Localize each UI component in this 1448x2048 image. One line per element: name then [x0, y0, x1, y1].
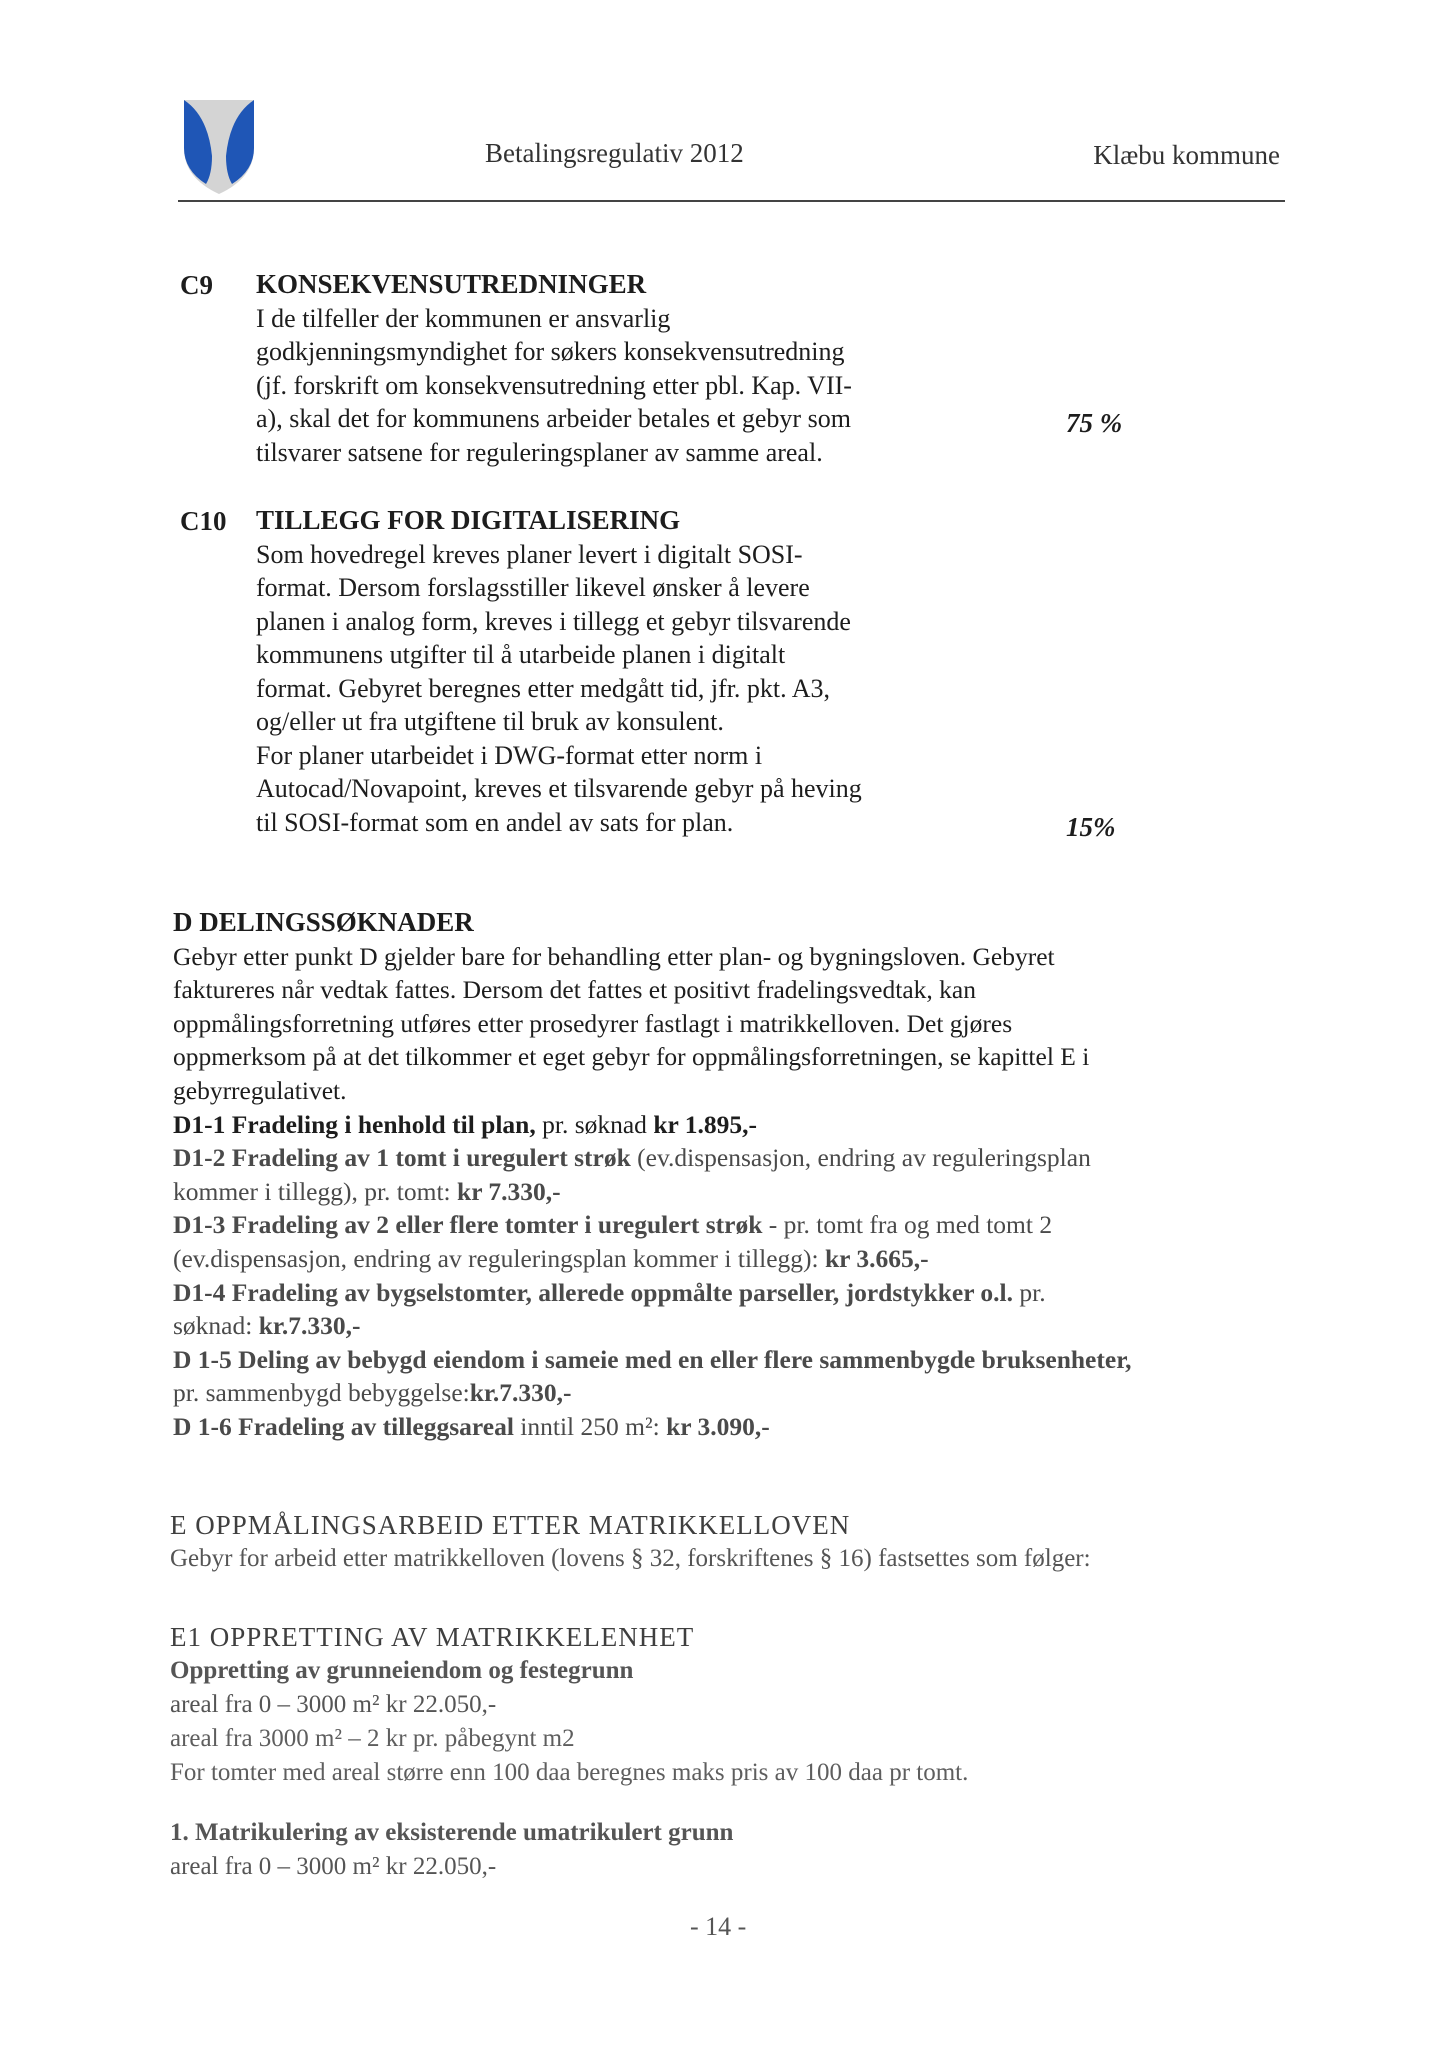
- item-title: D1-2 Fradeling av 1 tomt i uregulert strøk: [173, 1143, 631, 1173]
- item-price: kr.7.330,-: [258, 1311, 361, 1341]
- section-e1-1: [170, 1816, 1310, 1884]
- item-d1-5: [173, 1343, 1293, 1410]
- item-d1-2: [173, 1141, 1293, 1208]
- c10-line: format. Dersom forslagsstiller likevel ønsker å levere: [256, 573, 810, 602]
- item-title: D 1-6 Fradeling av tilleggsareal: [173, 1411, 514, 1441]
- section-d: [173, 906, 1293, 1444]
- item-title: D 1-5 Deling av bebygd eiendom i sameie med en eller flere sammenbygde bruksenheter,: [173, 1344, 1132, 1374]
- item-text: (ev.dispensasjon, endring av reguleringsplan: [630, 1143, 1091, 1173]
- c10-line: planen i analog form, kreves i tillegg et gebyr tilsvarende: [256, 606, 851, 636]
- e1-line: For tomter med areal større enn 100 daa beregnes maks pris av 100 daa pr tomt.: [170, 1759, 969, 1786]
- item-price: kr 1.895,-: [653, 1109, 757, 1139]
- item-text: pr. søknad: [535, 1109, 654, 1139]
- section-heading-e1: E1 OPPRETTING AV MATRIKKELENHET: [170, 1622, 695, 1652]
- item-d1-3: [173, 1208, 1293, 1275]
- c9-line: I de tilfeller der kommunen er ansvarlig: [256, 303, 671, 333]
- c9-line: a), skal det for kommunens arbeider betales et gebyr som: [256, 404, 851, 433]
- c10-line: Som hovedregel kreves planer levert i digitalt SOSI-: [256, 539, 803, 569]
- item-title: D1-1 Fradeling i henhold til plan,: [173, 1109, 536, 1139]
- item-text: inntil 250 m²:: [513, 1411, 667, 1441]
- d-intro-line: oppmerksom på at det tilkommer et eget gebyr for oppmålingsforretningen, se kapittel E i: [173, 1042, 1090, 1072]
- section-c9: [256, 268, 1006, 469]
- e1-subheading: Oppretting av grunneiendom og festegrunn: [170, 1657, 634, 1684]
- item-d1-6: [173, 1410, 1293, 1444]
- section-code-c9: C9: [180, 270, 213, 300]
- e1-line: areal fra 0 – 3000 m² kr 22.050,-: [170, 1691, 497, 1718]
- d-intro-line: faktureres når vedtak fattes. Dersom det fattes et positivt fradelingsvedtak, kan: [173, 975, 976, 1005]
- section-e: [170, 1508, 1310, 1576]
- section-heading-c10: TILLEGG FOR DIGITALISERING: [256, 505, 681, 535]
- section-c10: [256, 504, 1006, 839]
- d-intro-line: oppmålingsforretning utføres etter prosedyrer fastlagt i matrikkelloven. Det gjøres: [173, 1008, 1013, 1038]
- section-heading-e: E OPPMÅLINGSARBEID ETTER MATRIKKELLOVEN: [170, 1510, 851, 1540]
- item-text: kommer i tillegg), pr. tomt:: [173, 1176, 458, 1206]
- c10-line: For planer utarbeidet i DWG-format etter norm i: [256, 740, 763, 770]
- item-d1-1: [173, 1108, 1293, 1142]
- c10-line: Autocad/Novapoint, kreves et tilsvarende gebyr på heving: [256, 774, 862, 803]
- d-intro-line: Gebyr etter punkt D gjelder bare for behandling etter plan- og bygningsloven. Gebyret: [173, 941, 1055, 971]
- header-divider: [178, 200, 1285, 202]
- item-price: kr 3.090,-: [666, 1411, 770, 1441]
- page-number: - 14 -: [690, 1912, 747, 1941]
- c9-line: tilsvarer satsene for reguleringsplaner av samme areal.: [256, 437, 823, 467]
- rate-c10: 15%: [1066, 812, 1116, 842]
- coat-of-arms-icon: [178, 96, 260, 196]
- item-price: kr 7.330,-: [457, 1176, 561, 1206]
- c10-line: format. Gebyret beregnes etter medgått tid, jfr. pkt. A3,: [256, 673, 830, 703]
- e1-line: areal fra 3000 m² – 2 kr pr. påbegynt m2: [170, 1725, 575, 1752]
- item-text: (ev.dispensasjon, endring av reguleringsplan kommer i tillegg):: [173, 1243, 825, 1273]
- item-text: - pr. tomt fra og med tomt 2: [762, 1210, 1053, 1240]
- item-text: pr.: [1013, 1277, 1046, 1307]
- rate-c9: 75 %: [1066, 408, 1123, 438]
- e1-1-heading: 1. Matrikulering av eksisterende umatrikulert grunn: [170, 1819, 734, 1846]
- c10-line: til SOSI-format som en andel av sats for plan.: [256, 807, 734, 837]
- section-e1: [170, 1620, 1310, 1790]
- d-intro-line: gebyrregulativet.: [173, 1075, 347, 1105]
- section-heading-d: D DELINGSSØKNADER: [173, 907, 474, 937]
- c10-line: kommunens utgifter til å utarbeide planen i digitalt: [256, 640, 786, 669]
- c10-line: og/eller ut fra utgiftene til bruk av konsulent.: [256, 707, 724, 736]
- item-d1-4: [173, 1276, 1293, 1343]
- item-title: D1-4 Fradeling av bygselstomter, allerede oppmålte parseller, jordstykker o.l.: [173, 1277, 1014, 1307]
- header-title: Betalingsregulativ 2012: [485, 138, 744, 168]
- section-code-c10: C10: [180, 506, 227, 536]
- item-title: D1-3 Fradeling av 2 eller flere tomter i uregulert strøk: [173, 1210, 763, 1240]
- header-municipality: Klæbu kommune: [1093, 140, 1280, 170]
- c9-line: godkjenningsmyndighet for søkers konsekvensutredning: [256, 337, 845, 366]
- item-text: pr. sammenbygd bebyggelse:: [173, 1378, 470, 1408]
- section-heading-c9: KONSEKVENSUTREDNINGER: [256, 269, 647, 299]
- c9-line: (jf. forskrift om konsekvensutredning etter pbl. Kap. VII-: [256, 370, 852, 400]
- item-price: kr.7.330,-: [469, 1378, 572, 1408]
- item-text: søknad:: [173, 1311, 259, 1341]
- e1-1-line: areal fra 0 – 3000 m² kr 22.050,-: [170, 1853, 497, 1880]
- e-intro: Gebyr for arbeid etter matrikkelloven (lovens § 32, forskriftenes § 16) fastsettes som følger:: [170, 1545, 1091, 1572]
- item-price: kr 3.665,-: [824, 1243, 929, 1273]
